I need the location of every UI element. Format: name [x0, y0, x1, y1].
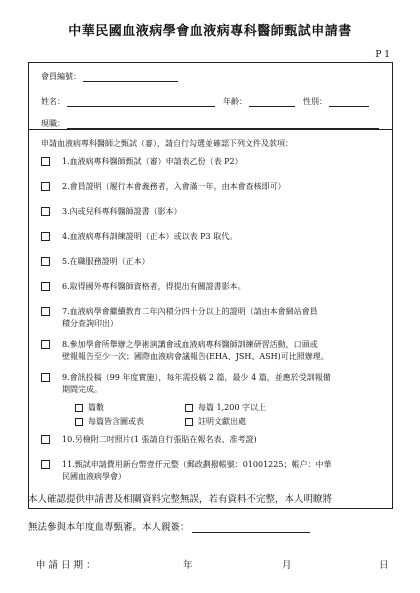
sub-option [75, 416, 144, 427]
checklist-text [62, 459, 331, 483]
job-label: 現職： [41, 119, 65, 128]
checkbox[interactable] [41, 340, 50, 349]
checklist-text-line1: 7.血液病學會繼續教育二年內積分四十分以上的證明（請由本會網站會員 [62, 307, 318, 316]
checkbox[interactable] [185, 404, 193, 412]
checkbox[interactable] [41, 182, 50, 191]
section-divider [29, 129, 392, 130]
sub-option-label: 註明文獻出處 [198, 417, 246, 426]
checklist-item [41, 281, 246, 293]
sub-option-label: 每篇 1,200 字以上 [198, 403, 266, 412]
checklist-item [41, 434, 257, 446]
checklist-text-line1: 8.參加學會所舉辦之學術演講會或血液病專科醫師訓練研習活動，口頭或 [62, 340, 318, 349]
checklist-text: 1.血液病專科醫師甄試（審）申請表乙份（表 P2） [62, 157, 243, 166]
checklist-text: 2.會員證明（履行本會義務者，入會滿一年，由本會查核即可） [62, 182, 286, 191]
checklist-item [41, 256, 150, 268]
sub-option [75, 402, 104, 413]
checkbox[interactable] [41, 232, 50, 241]
checkbox[interactable] [41, 282, 50, 291]
date-label: 申 請 日 期 ： [36, 560, 96, 571]
checklist-text [62, 306, 318, 330]
checklist-item [41, 231, 237, 243]
member-id-field[interactable] [83, 72, 178, 82]
checklist-text [62, 339, 329, 363]
checkbox[interactable] [185, 418, 193, 426]
confirmation-line-2 [28, 519, 312, 533]
checklist-text-line1: 11.甄試申請費用新台幣壹仟元整（郵政劃撥帳號：01001225；帳户：中華 [62, 460, 332, 469]
signature-field[interactable] [192, 521, 310, 533]
checklist-text: 4.血液病專科訓練證明（正本）或以表 P3 取代。 [62, 232, 238, 241]
checkbox[interactable] [41, 373, 50, 382]
job-row [41, 118, 381, 129]
sub-option [185, 416, 246, 427]
date-day: 日 [379, 560, 389, 571]
checklist-text: 10.另檢附二吋照片(1 張請自行張貼在報名表、准考證) [62, 435, 257, 444]
checklist-text-line2: 壁報報告至少一次；國際血液病會議報告(EHA、JSH、ASH)可比照辦理。 [62, 352, 329, 361]
application-form [28, 62, 393, 509]
checklist-item [41, 306, 318, 330]
checklist-text-line1: 9.會訊投稿（99 年度實施），每年需投稿 2 篇，最少 4 篇，並應於受訓報備 [62, 373, 331, 382]
age-field[interactable] [249, 97, 295, 107]
checklist-text-line2: 期間完成。 [62, 385, 102, 394]
checklist-text [62, 372, 331, 396]
checklist-item [41, 339, 329, 363]
signature-label: 無法參與本年度血專甄審。本人親簽： [28, 522, 190, 533]
checkbox[interactable] [41, 207, 50, 216]
checkbox[interactable] [41, 460, 50, 469]
sub-option-label: 篇數 [88, 403, 104, 412]
checklist-text: 5.在職服務證明（正本） [62, 257, 150, 266]
gender-field[interactable] [329, 97, 369, 107]
name-row [41, 96, 371, 107]
age-label: 年齡： [223, 97, 247, 106]
confirmation-line-1: 本人確認提供申請書及相關資料完整無誤，若有資料不完整，本人明瞭將 [28, 494, 333, 505]
name-label: 姓名： [41, 97, 65, 106]
checkbox[interactable] [75, 404, 83, 412]
checkbox[interactable] [41, 307, 50, 316]
name-field[interactable] [67, 97, 215, 107]
page-number: P 1 [375, 50, 390, 60]
checklist-item [41, 156, 243, 168]
date-year: 年 [183, 560, 193, 571]
form-title: 中華民國血液病學會血液病專科醫師甄試申請書 [68, 24, 352, 39]
sub-option [185, 402, 266, 413]
checklist-text-line2: 民國血液病學會） [62, 472, 126, 481]
date-month: 月 [282, 560, 292, 571]
checklist-item [41, 372, 331, 396]
member-id-label: 會員編號： [41, 72, 81, 81]
checkbox[interactable] [41, 257, 50, 266]
instruction-text: 申請血液病專科醫師之甄試（審），請自行勾選並確認下列文件及款項： [41, 139, 293, 148]
gender-label: 性別： [303, 97, 327, 106]
checklist-item [41, 459, 331, 483]
checklist-text: 6.取得國外專科醫師資格者，得提出有關證書影本。 [62, 282, 246, 291]
job-field[interactable] [67, 119, 379, 129]
sub-option-label: 每篇皆含圖或表 [88, 417, 144, 426]
checklist-text: 3.內或兒科專科醫師證書（影本） [62, 207, 182, 216]
checklist-text-line2: 積分查詢印出） [62, 319, 118, 328]
checkbox[interactable] [41, 157, 50, 166]
checklist-item [41, 181, 286, 193]
member-id-row [41, 71, 180, 82]
checklist-item [41, 206, 182, 218]
checkbox[interactable] [41, 435, 50, 444]
checkbox[interactable] [75, 418, 83, 426]
